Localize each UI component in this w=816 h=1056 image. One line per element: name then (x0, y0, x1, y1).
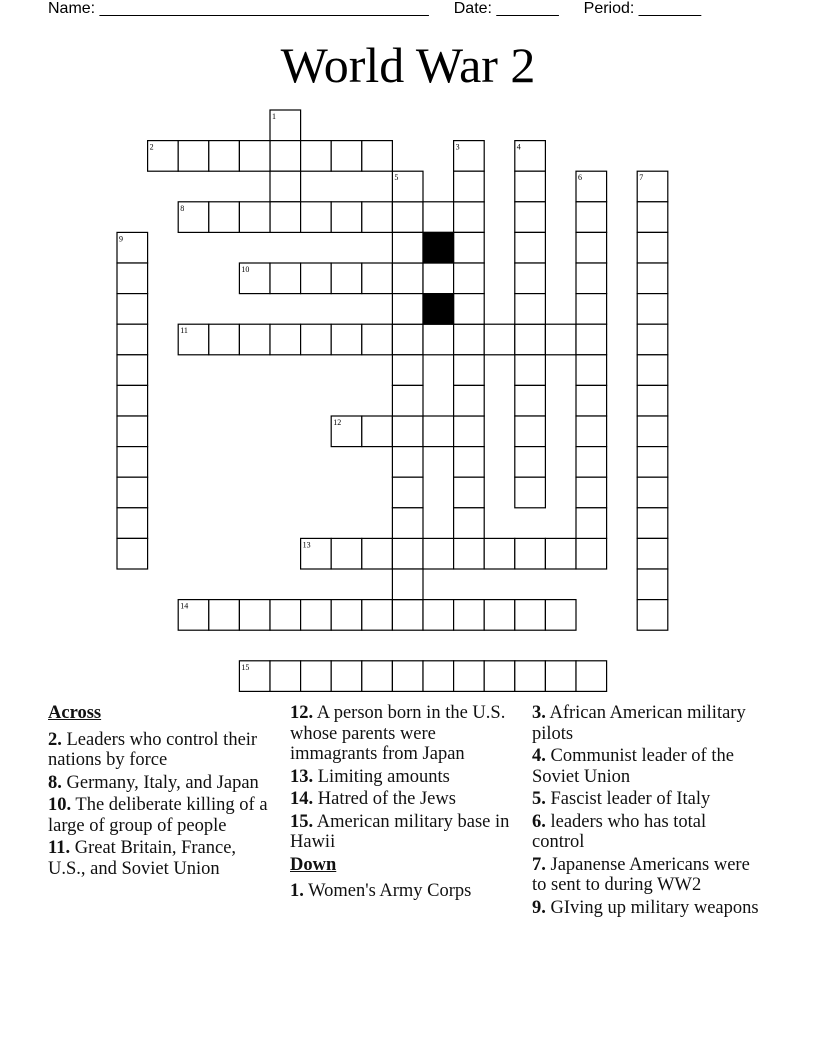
grid-cell[interactable] (576, 232, 607, 263)
grid-cell[interactable] (270, 141, 301, 172)
grid-cell[interactable] (454, 202, 485, 233)
grid-cell[interactable] (515, 294, 546, 325)
grid-cell[interactable] (301, 141, 332, 172)
cell-number: 5 (394, 173, 399, 183)
grid-cell[interactable] (270, 324, 301, 355)
grid-cell[interactable] (515, 538, 546, 569)
grid-cell[interactable] (637, 600, 668, 631)
cell-number: 13 (302, 540, 311, 550)
grid-cell[interactable] (270, 171, 301, 202)
grid-cell[interactable] (637, 263, 668, 294)
clue-number: 10. (48, 795, 72, 815)
clue-number: 7. (532, 854, 546, 875)
grid-cell[interactable] (637, 538, 668, 569)
grid-cell[interactable] (362, 202, 393, 233)
cell-number: 8 (180, 203, 185, 213)
clue-text: Germany, Italy, and Japan (61, 772, 259, 793)
across-clue (290, 812, 515, 853)
grid-cell[interactable] (637, 447, 668, 478)
clue-text: A person born in the U.S. whose parents were immagrants from Japan (290, 703, 506, 764)
clue-number: 1. (290, 881, 304, 901)
across-clue (48, 795, 273, 836)
name-line[interactable]: _____________________________________ (99, 0, 429, 17)
grid-cell[interactable] (576, 447, 607, 478)
grid-cell[interactable] (117, 294, 148, 325)
clue-number: 8. (48, 772, 62, 793)
grid-cell[interactable] (392, 569, 423, 600)
cell-number: 15 (241, 662, 250, 672)
grid-cell[interactable] (392, 600, 423, 631)
grid-cell[interactable] (117, 324, 148, 355)
grid-cell[interactable] (392, 232, 423, 263)
across-clue (48, 773, 273, 794)
grid-cell[interactable] (331, 538, 362, 569)
grid-cell[interactable] (484, 538, 515, 569)
across-clue (290, 703, 515, 765)
clue-text: Women's Army Corps (303, 881, 472, 901)
clue-number: 6. (532, 811, 546, 832)
clue-text: GIving up military weapons (545, 897, 759, 918)
grid-cell[interactable] (484, 661, 515, 692)
grid-cell[interactable] (392, 661, 423, 692)
grid-cell[interactable] (362, 263, 393, 294)
grid-cell[interactable] (270, 263, 301, 294)
clue-text: Hatred of the Jews (313, 789, 456, 809)
down-clue (532, 789, 762, 810)
across-clue (48, 838, 273, 879)
clue-text: Great Britain, France, U.S., and Soviet Union (48, 838, 237, 879)
clue-column-1 (48, 703, 273, 881)
grid-cell[interactable] (576, 324, 607, 355)
down-heading: Down (290, 854, 337, 875)
black-square (423, 232, 454, 263)
grid-cell[interactable] (515, 202, 546, 233)
grid-cell[interactable] (576, 202, 607, 233)
clue-number: 4. (532, 746, 546, 766)
clue-text: leaders who has total control (532, 811, 707, 852)
grid-cell[interactable] (301, 600, 332, 631)
cell-number: 6 (578, 173, 582, 183)
grid-cell[interactable] (331, 202, 362, 233)
across-clue (48, 730, 273, 771)
clue-number: 3. (532, 703, 546, 723)
grid-cell[interactable] (515, 661, 546, 692)
grid-cell[interactable] (515, 355, 546, 386)
grid-cell[interactable] (392, 324, 423, 355)
grid-cell[interactable] (637, 202, 668, 233)
clue-text: Japanense Americans were to sent to during WW2 (532, 854, 750, 895)
grid-cell[interactable] (392, 416, 423, 447)
grid-cell[interactable] (423, 661, 454, 692)
grid-cell[interactable] (301, 263, 332, 294)
clue-column-3 (532, 703, 762, 920)
grid-cell[interactable] (576, 661, 607, 692)
grid-cell[interactable] (637, 232, 668, 263)
grid-cell[interactable] (515, 171, 546, 202)
clue-number: 2. (48, 729, 62, 750)
grid-cell[interactable] (454, 171, 485, 202)
cell-number: 2 (149, 142, 154, 152)
grid-cell[interactable] (515, 324, 546, 355)
grid-cell[interactable] (576, 416, 607, 447)
grid-cell[interactable] (362, 661, 393, 692)
grid-cell[interactable] (454, 263, 485, 294)
grid-cell[interactable] (423, 600, 454, 631)
grid-cell[interactable] (484, 324, 515, 355)
grid-cell[interactable] (392, 263, 423, 294)
grid-cell[interactable] (454, 661, 485, 692)
grid-cell[interactable] (423, 324, 454, 355)
clue-text: American military base in Hawii (290, 811, 510, 852)
clue-text: Limiting amounts (313, 766, 450, 787)
grid-cell[interactable] (362, 416, 393, 447)
grid-cell[interactable] (545, 600, 576, 631)
clue-number: 11. (48, 838, 71, 858)
name-label: Name: (48, 0, 96, 17)
grid-cell[interactable] (454, 508, 485, 539)
grid-cell[interactable] (545, 538, 576, 569)
period-label: Period: (583, 0, 635, 17)
cell-number: 10 (241, 265, 250, 274)
clue-text: African American military pilots (532, 703, 746, 744)
grid-cell[interactable] (515, 447, 546, 478)
grid-cell[interactable] (454, 355, 485, 386)
grid-cell[interactable] (392, 477, 423, 508)
grid-cell[interactable] (117, 355, 148, 386)
grid-cell[interactable] (270, 202, 301, 233)
grid-cell[interactable] (331, 661, 362, 692)
cell-number: 11 (180, 326, 188, 336)
grid-cell[interactable] (117, 416, 148, 447)
down-clue (532, 746, 762, 787)
grid-cell[interactable] (209, 324, 240, 355)
grid-cell[interactable] (270, 600, 301, 631)
cell-number: 1 (272, 112, 276, 121)
grid-cell[interactable] (515, 263, 546, 294)
grid-cell[interactable] (454, 477, 485, 508)
grid-cell[interactable] (484, 600, 515, 631)
grid-cell[interactable] (392, 202, 423, 233)
grid-cell[interactable] (362, 538, 393, 569)
grid-cell[interactable] (117, 508, 148, 539)
grid-cell[interactable] (423, 263, 454, 294)
down-clue (532, 703, 762, 744)
grid-cell[interactable] (515, 477, 546, 508)
grid-cell[interactable] (331, 600, 362, 631)
grid-cell[interactable] (301, 202, 332, 233)
grid-cell[interactable] (362, 324, 393, 355)
date-line[interactable]: _______ (496, 0, 559, 17)
grid-cell[interactable] (117, 538, 148, 569)
grid-cell[interactable] (239, 202, 270, 233)
page-title: World War 2 (280, 37, 536, 93)
clue-text: Fascist leader of Italy (545, 789, 711, 809)
grid-cell[interactable] (362, 600, 393, 631)
grid-cell[interactable] (545, 661, 576, 692)
clue-number: 9. (532, 897, 546, 918)
grid-cell[interactable] (362, 141, 393, 172)
across-heading: Across (48, 703, 102, 723)
grid-cell[interactable] (209, 141, 240, 172)
grid-cell[interactable] (331, 141, 362, 172)
clue-number: 15. (290, 811, 314, 832)
grid-cell[interactable] (454, 600, 485, 631)
date-label: Date: (453, 0, 492, 17)
grid-cell[interactable] (392, 355, 423, 386)
grid-cell[interactable] (392, 294, 423, 325)
clue-number: 13. (290, 766, 314, 787)
grid-cell[interactable] (515, 385, 546, 416)
grid-cell[interactable] (209, 202, 240, 233)
grid-cell[interactable] (637, 294, 668, 325)
clue-number: 14. (290, 789, 314, 809)
grid-cell[interactable] (454, 416, 485, 447)
grid-cell[interactable] (392, 538, 423, 569)
cell-number: 14 (180, 601, 189, 611)
grid-cell[interactable] (301, 661, 332, 692)
grid-cell[interactable] (576, 477, 607, 508)
cell-number: 7 (639, 173, 644, 183)
black-square (423, 294, 454, 325)
grid-cell[interactable] (515, 600, 546, 631)
grid-cell[interactable] (637, 355, 668, 386)
clue-text: The deliberate killing of a large of group of people (48, 795, 268, 836)
clue-text: Leaders who control their nations by force (48, 729, 258, 770)
grid-cell[interactable] (637, 569, 668, 600)
grid-cell[interactable] (331, 324, 362, 355)
grid-cell[interactable] (454, 232, 485, 263)
across-clue (290, 767, 515, 788)
cell-number: 9 (119, 234, 123, 244)
grid-cell[interactable] (117, 477, 148, 508)
clue-text: Communist leader of the Soviet Union (532, 746, 734, 787)
grid-cell[interactable] (331, 263, 362, 294)
grid-cell[interactable] (178, 141, 209, 172)
cell-number: 4 (516, 142, 521, 152)
grid-cell[interactable] (576, 508, 607, 539)
grid-cell[interactable] (454, 447, 485, 478)
grid-cell[interactable] (392, 447, 423, 478)
grid-cell[interactable] (239, 141, 270, 172)
cell-number: 3 (455, 142, 460, 152)
grid-cell[interactable] (637, 477, 668, 508)
clue-number: 5. (532, 789, 546, 809)
down-clue (290, 881, 515, 902)
grid-cell[interactable] (515, 232, 546, 263)
grid-cell[interactable] (576, 355, 607, 386)
grid-cell[interactable] (545, 324, 576, 355)
grid-cell[interactable] (454, 294, 485, 325)
grid-cell[interactable] (239, 600, 270, 631)
grid-cell[interactable] (301, 324, 332, 355)
grid-cell[interactable] (637, 385, 668, 416)
grid-cell[interactable] (576, 538, 607, 569)
grid-cell[interactable] (239, 324, 270, 355)
down-clue (532, 812, 762, 853)
grid-cell[interactable] (423, 538, 454, 569)
grid-cell[interactable] (576, 294, 607, 325)
across-clue (290, 789, 515, 810)
grid-cell[interactable] (117, 385, 148, 416)
grid-cell[interactable] (270, 661, 301, 692)
grid-cell[interactable] (392, 385, 423, 416)
grid-cell[interactable] (423, 202, 454, 233)
grid-cell[interactable] (576, 385, 607, 416)
period-line[interactable]: _______ (638, 0, 702, 17)
grid-cell[interactable] (117, 447, 148, 478)
grid-cell[interactable] (637, 324, 668, 355)
grid-cell[interactable] (576, 263, 607, 294)
grid-cell[interactable] (209, 600, 240, 631)
grid-cell[interactable] (515, 416, 546, 447)
grid-cell[interactable] (454, 324, 485, 355)
grid-cell[interactable] (423, 416, 454, 447)
grid-cell[interactable] (637, 416, 668, 447)
grid-cell[interactable] (454, 538, 485, 569)
down-clue (532, 898, 762, 919)
clue-column-2 (290, 703, 515, 904)
grid-cell[interactable] (117, 263, 148, 294)
grid-cell[interactable] (637, 508, 668, 539)
grid-cell[interactable] (454, 385, 485, 416)
down-clue (532, 855, 762, 896)
clue-number: 12. (290, 703, 314, 723)
cell-number: 12 (333, 418, 342, 427)
grid-cell[interactable] (392, 508, 423, 539)
